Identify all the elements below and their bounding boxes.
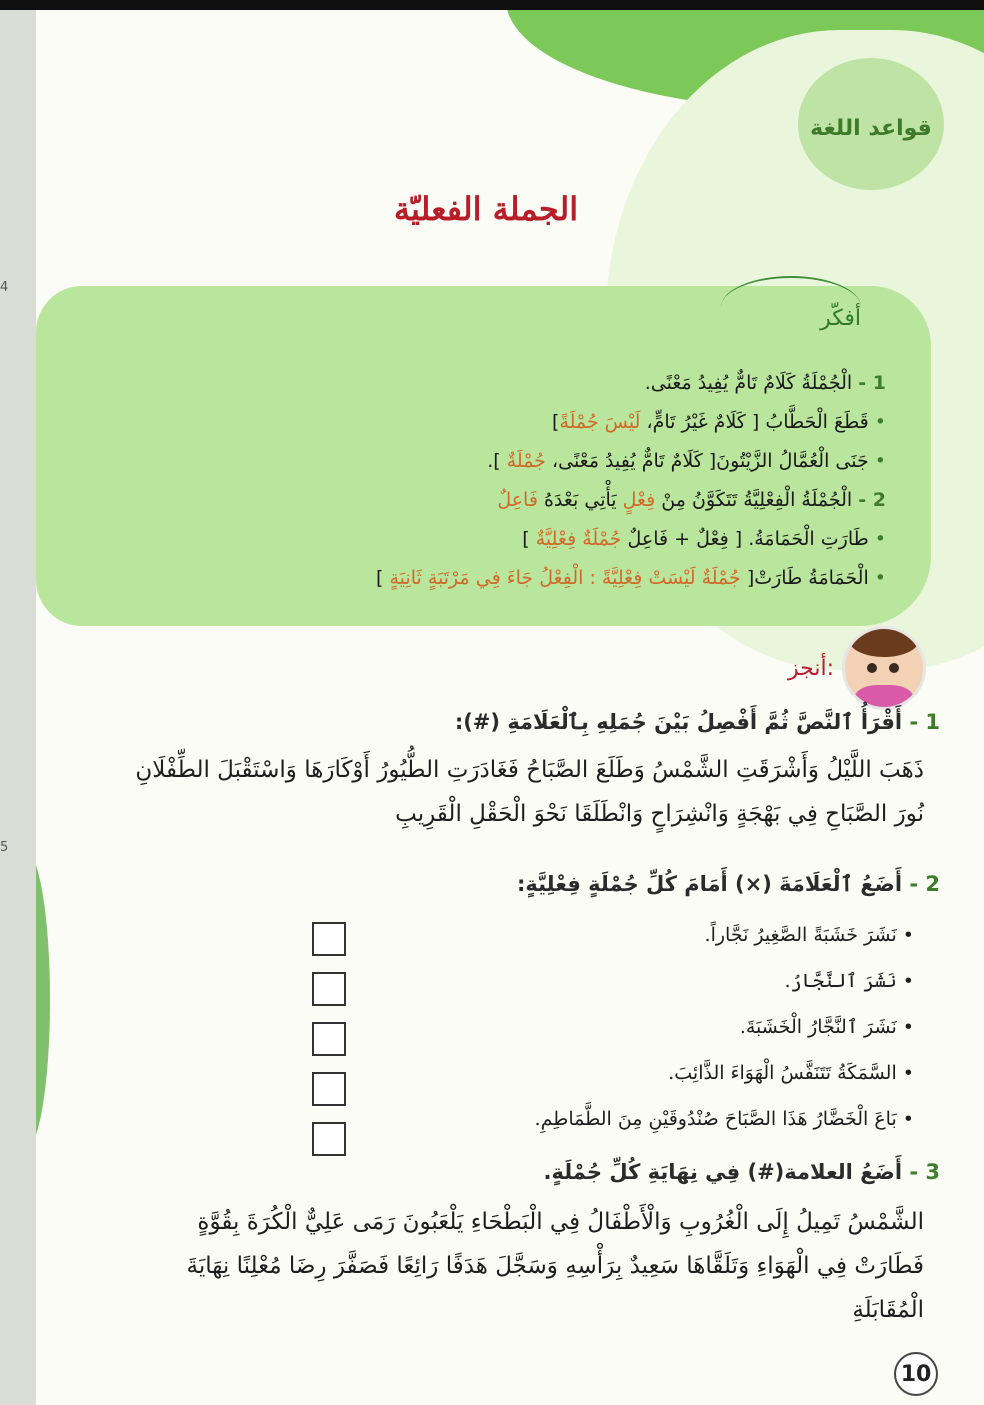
page-title: الجملة الفعليّة <box>393 190 579 228</box>
think-label: أفكّر <box>820 306 861 331</box>
checkbox[interactable] <box>312 1022 346 1056</box>
think-line: • قَطَعَ الْحَطَّابُ [ كَلَامٌ غَيْرُ تَامٍّ، لَيْسَ جُمْلَةً] <box>552 411 886 433</box>
list-item: • نَشَرَ خَشَبَةً الصَّغِيرُ نَجَّاراً. <box>704 924 914 946</box>
list-item: • بَاعَ الْخَضَّارُ هَذَا الصَّبَاحَ صُنْدُوقَيْنِ مِنَ الطَّمَاطِمِ. <box>534 1108 914 1130</box>
think-line: • الْحَمَامَةُ طَارَتْ[ جُمْلَةٌ لَيْسَتْ فِعْلِيَّةً : الْفِعْلُ جَاءَ فِي مَرْتَبَةٍ ثَانِيَةٍ ] <box>376 567 886 589</box>
q3-text: الشَّمْسُ تَمِيلُ إِلَى الْغُرُوبِ وَالْأَطْفَالُ فِي الْبَطْحَاءِ يَلْعَبُونَ رَمَى عَلِيٌّ الْكُرَةَ بِقُوَّةٍ فَطَارَتْ فِي الْهَوَاءِ وَتَلَقَّاهَا سَعِيدٌ بِرَأْسِهِ وَسَجَّلَ هَدَفًا رَائِعًا فَصَفَّرَ رِضَا مُعْلِنًا نِهَايَةَ الْمُقَابَلَةِ <box>186 1209 924 1323</box>
margin-mark: 4 <box>0 280 9 295</box>
think-line: • جَنَى الْعُمَّالُ الزَّيْتُونَ[ كَلَامٌ تَامٌّ يُفِيدُ مَعْنًى، جُمْلَةٌ ]. <box>487 450 886 472</box>
checkbox[interactable] <box>312 972 346 1006</box>
think-box <box>36 286 931 626</box>
question-1: 1 - أَقْرَأُ ٱلنَّصَّ ثُمَّ أَفْصِلُ بَيْنَ جُمَلِهِ بِٱلْعَلَامَةِ (#): <box>454 710 940 734</box>
page-number: 10 <box>894 1352 938 1396</box>
question-2: 2 - أَضَعُ ٱلْعَلَامَةَ (×) أَمَامَ كُلِّ جُمْلَةٍ فِعْلِيَّةٍ: <box>516 872 940 896</box>
checkbox[interactable] <box>312 1072 346 1106</box>
checkbox-column <box>312 922 346 1172</box>
checkbox[interactable] <box>312 922 346 956</box>
think-line: • طَارَتِ الْحَمَامَةُ. [ فِعْلٌ + فَاعِلٌ جُمْلَةٌ فِعْلِيَّةٌ ] <box>522 528 886 550</box>
think-line: 1 - الْجُمْلَةُ كَلَامٌ تَامٌّ يُفِيدُ مَعْنًى. <box>644 372 886 394</box>
textbook-page <box>36 10 984 1405</box>
list-item: • نَشَرَ ٱلنَّجَّارُ الْخَشَبَةَ. <box>739 1016 914 1038</box>
book-spine <box>0 10 37 1405</box>
section-badge <box>798 58 944 190</box>
question-3: 3 - أَضَعُ العلامة(#) فِي نِهَايَةِ كُلِّ جُمْلَةٍ. <box>543 1160 940 1184</box>
section-label: قواعد اللغة <box>810 115 932 141</box>
top-edge <box>0 0 984 10</box>
q2-items <box>535 912 914 1142</box>
boy-avatar <box>842 626 926 710</box>
margin-mark: 5 <box>0 840 9 855</box>
think-line: 2 - الْجُمْلَةُ الْفِعْلِيَّةُ تَتَكَوَّنُ مِنْ فِعْلٍ يَأْتِي بَعْدَهُ فَاعِلٌ <box>497 489 886 511</box>
decor-left <box>36 850 50 1150</box>
q1-text: ذَهَبَ اللَّيْلُ وَأَشْرَقَتِ الشَّمْسُ وَطَلَعَ الصَّبَاحُ فَغَادَرَتِ الطُّيُورُ أَوْكَارَهَا وَاسْتَقْبَلَ الطِّفْلَانِ نُورَ الصَّبَاحِ فِي بَهْجَةٍ وَانْشِرَاحٍ وَانْطَلَقَا نَحْوَ الْحَقْلِ الْقَرِيبِ <box>135 757 924 827</box>
checkbox[interactable] <box>312 1122 346 1156</box>
list-item: • نَشَرَ ٱلنَّجَّارُ. <box>784 970 914 992</box>
list-item: • السَّمَكَةُ تَتَنَفَّسُ الْهَوَاءَ الذَّائِبَ. <box>668 1062 914 1084</box>
think-lines <box>66 364 886 598</box>
practice-label: أنجز: <box>788 656 834 681</box>
